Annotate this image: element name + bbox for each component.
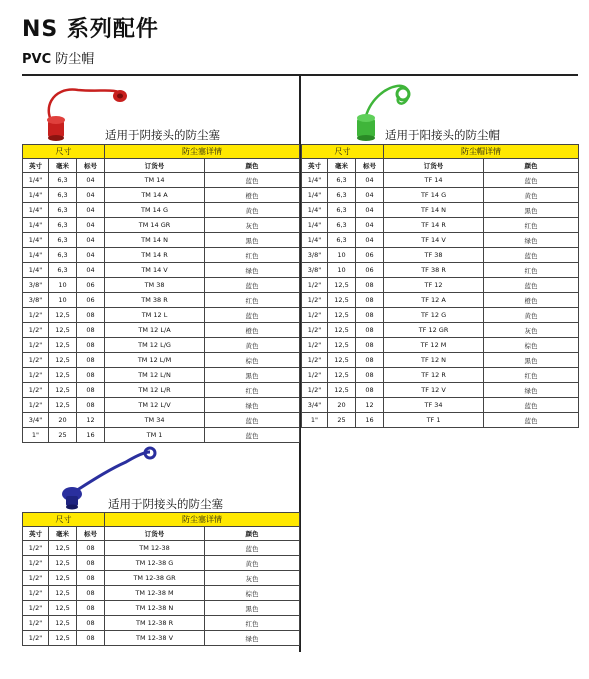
cell-code: 08 xyxy=(77,631,105,646)
cell-code: 08 xyxy=(77,338,105,353)
cell-mm: 12,5 xyxy=(328,338,356,353)
cell-mm: 12,5 xyxy=(49,323,77,338)
cell-inch: 1/2" xyxy=(23,323,49,338)
table-row xyxy=(23,233,300,248)
table-row xyxy=(302,353,579,368)
cell-inch: 1/4" xyxy=(23,188,49,203)
cell-color: 灰色 xyxy=(484,323,579,338)
cell-color: 橙色 xyxy=(205,188,300,203)
cell-code: 08 xyxy=(77,383,105,398)
cell-code: 04 xyxy=(77,263,105,278)
subtitle-rest: 防尘帽 xyxy=(51,52,95,67)
cell-color: 红色 xyxy=(205,248,300,263)
cell-inch: 1/4" xyxy=(23,203,49,218)
cell-color: 绿色 xyxy=(205,631,300,646)
cell-mm: 20 xyxy=(49,413,77,428)
cell-code: 08 xyxy=(77,541,105,556)
col-mm: 毫米 xyxy=(328,159,356,173)
table-row xyxy=(302,413,579,428)
subtitle-prefix: PVC xyxy=(22,52,52,67)
cell-code: 08 xyxy=(77,398,105,413)
cell-color: 红色 xyxy=(484,368,579,383)
cell-color: 橙色 xyxy=(484,293,579,308)
table-row xyxy=(302,308,579,323)
cell-inch: 1/2" xyxy=(302,368,328,383)
col-code: 标号 xyxy=(77,527,105,541)
cell-mm: 12,5 xyxy=(328,383,356,398)
cell-order-no: TM 14 V xyxy=(105,263,205,278)
cell-mm: 6,3 xyxy=(328,188,356,203)
cell-color: 棕色 xyxy=(205,586,300,601)
table-row xyxy=(23,218,300,233)
cell-mm: 12,5 xyxy=(49,571,77,586)
table-row xyxy=(23,541,300,556)
cell-inch: 1/2" xyxy=(302,338,328,353)
section1-table xyxy=(22,144,300,443)
cell-color: 黄色 xyxy=(205,203,300,218)
cell-order-no: TM 12 L/G xyxy=(105,338,205,353)
cell-mm: 6,3 xyxy=(328,203,356,218)
cell-code: 08 xyxy=(356,353,384,368)
cell-color: 黄色 xyxy=(484,188,579,203)
table-row xyxy=(23,353,300,368)
cell-inch: 1/2" xyxy=(302,278,328,293)
cell-inch: 1/2" xyxy=(302,323,328,338)
cell-code: 08 xyxy=(77,353,105,368)
cell-mm: 6,3 xyxy=(49,263,77,278)
cell-color: 棕色 xyxy=(205,353,300,368)
cell-inch: 1/2" xyxy=(23,556,49,571)
cell-inch: 3/4" xyxy=(302,398,328,413)
cell-inch: 3/8" xyxy=(23,293,49,308)
cell-mm: 6,3 xyxy=(49,203,77,218)
cell-code: 12 xyxy=(77,413,105,428)
page-subtitle xyxy=(22,48,94,67)
cell-code: 08 xyxy=(77,616,105,631)
cell-mm: 12,5 xyxy=(328,293,356,308)
col-inch: 英寸 xyxy=(23,527,49,541)
cell-inch: 1/4" xyxy=(302,218,328,233)
cell-color: 蓝色 xyxy=(484,248,579,263)
cell-color: 黄色 xyxy=(484,308,579,323)
cell-mm: 12,5 xyxy=(49,398,77,413)
details-group-header: 防尘塞详情 xyxy=(105,145,300,159)
cell-order-no: TM 12 L/M xyxy=(105,353,205,368)
table-column-header xyxy=(23,159,300,173)
cell-inch: 1" xyxy=(23,428,49,443)
cell-color: 蓝色 xyxy=(205,428,300,443)
cell-inch: 1/4" xyxy=(302,173,328,188)
table-row xyxy=(302,233,579,248)
cell-color: 黑色 xyxy=(205,233,300,248)
cell-color: 蓝色 xyxy=(205,173,300,188)
cell-order-no: TM 14 R xyxy=(105,248,205,263)
table-row xyxy=(23,188,300,203)
cell-color: 棕色 xyxy=(484,338,579,353)
cell-color: 橙色 xyxy=(205,323,300,338)
cell-order-no: TM 12-38 M xyxy=(105,586,205,601)
cell-order-no: TM 12 L xyxy=(105,308,205,323)
cell-code: 08 xyxy=(77,368,105,383)
cell-mm: 12,5 xyxy=(49,338,77,353)
table-row xyxy=(23,203,300,218)
cell-color: 绿色 xyxy=(205,398,300,413)
cell-code: 12 xyxy=(356,398,384,413)
cell-inch: 1/2" xyxy=(23,601,49,616)
cell-color: 蓝色 xyxy=(205,308,300,323)
section2-table xyxy=(301,144,579,428)
cell-code: 04 xyxy=(356,233,384,248)
cell-color: 黑色 xyxy=(205,368,300,383)
cell-color: 灰色 xyxy=(205,571,300,586)
col-inch: 英寸 xyxy=(23,159,49,173)
cell-color: 红色 xyxy=(205,383,300,398)
page-title: NS 系列配件 xyxy=(22,17,159,42)
cell-code: 16 xyxy=(77,428,105,443)
col-order-no: 订货号 xyxy=(105,527,205,541)
cell-inch: 1/2" xyxy=(23,368,49,383)
cell-order-no: TM 1 xyxy=(105,428,205,443)
cell-inch: 1/2" xyxy=(23,631,49,646)
col-color: 颜色 xyxy=(484,159,579,173)
cell-order-no: TF 14 R xyxy=(384,218,484,233)
table-row xyxy=(302,398,579,413)
table-row xyxy=(23,413,300,428)
col-mm: 毫米 xyxy=(49,159,77,173)
section1-caption: 适用于阴接头的防尘塞 xyxy=(105,128,220,142)
cell-inch: 1/2" xyxy=(302,353,328,368)
cell-inch: 1/2" xyxy=(23,586,49,601)
cell-mm: 12,5 xyxy=(49,556,77,571)
cell-order-no: TF 14 V xyxy=(384,233,484,248)
table-row xyxy=(302,248,579,263)
cell-code: 08 xyxy=(356,323,384,338)
cell-inch: 1/4" xyxy=(23,218,49,233)
table-group-header xyxy=(23,145,300,159)
table-row xyxy=(23,263,300,278)
cell-inch: 1/2" xyxy=(302,293,328,308)
col-inch: 英寸 xyxy=(302,159,328,173)
size-group-header: 尺寸 xyxy=(23,513,105,527)
cell-inch: 1/2" xyxy=(23,338,49,353)
cell-inch: 1/4" xyxy=(302,203,328,218)
cell-color: 红色 xyxy=(484,218,579,233)
cell-mm: 6,3 xyxy=(49,173,77,188)
cell-order-no: TF 14 N xyxy=(384,203,484,218)
cell-code: 08 xyxy=(356,293,384,308)
table-row xyxy=(302,323,579,338)
cell-inch: 1/4" xyxy=(23,173,49,188)
table-row xyxy=(302,383,579,398)
col-color: 颜色 xyxy=(205,159,300,173)
cell-color: 蓝色 xyxy=(484,398,579,413)
cell-mm: 12,5 xyxy=(49,601,77,616)
cell-code: 08 xyxy=(77,586,105,601)
cell-code: 06 xyxy=(356,248,384,263)
cell-color: 黄色 xyxy=(205,556,300,571)
cell-mm: 10 xyxy=(49,293,77,308)
col-code: 标号 xyxy=(77,159,105,173)
cell-order-no: TM 12 L/N xyxy=(105,368,205,383)
table-row xyxy=(302,188,579,203)
cell-inch: 1/2" xyxy=(23,308,49,323)
cell-order-no: TF 14 xyxy=(384,173,484,188)
cell-order-no: TM 12 L/A xyxy=(105,323,205,338)
table-row xyxy=(302,203,579,218)
col-color: 颜色 xyxy=(205,527,300,541)
col-order-no: 订货号 xyxy=(105,159,205,173)
cell-code: 06 xyxy=(356,263,384,278)
cell-inch: 1/4" xyxy=(23,263,49,278)
cell-color: 绿色 xyxy=(484,383,579,398)
cell-color: 蓝色 xyxy=(205,413,300,428)
table-row xyxy=(23,631,300,646)
col-order-no: 订货号 xyxy=(384,159,484,173)
col-code: 标号 xyxy=(356,159,384,173)
table-row xyxy=(23,308,300,323)
cell-color: 蓝色 xyxy=(484,413,579,428)
table-row xyxy=(302,263,579,278)
cell-inch: 1/2" xyxy=(23,353,49,368)
cell-mm: 12,5 xyxy=(49,368,77,383)
cell-color: 黑色 xyxy=(484,203,579,218)
section3-caption: 适用于阴接头的防尘塞 xyxy=(108,497,223,511)
table-row xyxy=(23,586,300,601)
cell-order-no: TM 12-38 G xyxy=(105,556,205,571)
cell-mm: 6,3 xyxy=(49,218,77,233)
table-row xyxy=(23,368,300,383)
cell-order-no: TF 38 R xyxy=(384,263,484,278)
cell-color: 黑色 xyxy=(484,353,579,368)
cell-order-no: TM 12 L/V xyxy=(105,398,205,413)
cell-inch: 1/2" xyxy=(23,398,49,413)
cell-mm: 25 xyxy=(49,428,77,443)
cell-mm: 20 xyxy=(328,398,356,413)
cell-code: 08 xyxy=(77,571,105,586)
details-group-header: 防尘帽详情 xyxy=(384,145,579,159)
cell-order-no: TM 12-38 V xyxy=(105,631,205,646)
cell-mm: 12,5 xyxy=(49,586,77,601)
cell-color: 绿色 xyxy=(484,233,579,248)
cell-order-no: TF 38 xyxy=(384,248,484,263)
cell-code: 08 xyxy=(356,278,384,293)
table-row xyxy=(23,323,300,338)
cell-mm: 6,3 xyxy=(328,233,356,248)
cell-inch: 3/4" xyxy=(23,413,49,428)
cell-order-no: TM 14 N xyxy=(105,233,205,248)
cell-color: 红色 xyxy=(484,263,579,278)
table-row xyxy=(23,428,300,443)
cell-order-no: TF 12 GR xyxy=(384,323,484,338)
cell-inch: 3/8" xyxy=(23,278,49,293)
cell-order-no: TM 12 L/R xyxy=(105,383,205,398)
cell-inch: 1/2" xyxy=(302,308,328,323)
cell-order-no: TF 12 V xyxy=(384,383,484,398)
cell-order-no: TM 12-38 R xyxy=(105,616,205,631)
table-row xyxy=(23,571,300,586)
table-row xyxy=(302,338,579,353)
cell-order-no: TM 34 xyxy=(105,413,205,428)
cell-code: 08 xyxy=(356,383,384,398)
cell-color: 黄色 xyxy=(205,338,300,353)
table-row xyxy=(23,293,300,308)
cell-code: 08 xyxy=(77,556,105,571)
cell-order-no: TM 12-38 xyxy=(105,541,205,556)
cell-order-no: TF 12 A xyxy=(384,293,484,308)
table-group-header xyxy=(302,145,579,159)
table-row xyxy=(302,278,579,293)
cell-inch: 1/4" xyxy=(23,233,49,248)
cell-mm: 6,3 xyxy=(49,233,77,248)
size-group-header: 尺寸 xyxy=(302,145,384,159)
cell-mm: 12,5 xyxy=(328,368,356,383)
col-mm: 毫米 xyxy=(49,527,77,541)
cell-code: 08 xyxy=(77,308,105,323)
table-row xyxy=(302,173,579,188)
cell-code: 16 xyxy=(356,413,384,428)
cell-color: 红色 xyxy=(205,616,300,631)
table-row xyxy=(302,368,579,383)
details-group-header: 防尘塞详情 xyxy=(105,513,300,527)
table-row xyxy=(23,383,300,398)
cell-mm: 12,5 xyxy=(49,541,77,556)
table-column-header xyxy=(23,527,300,541)
cell-order-no: TF 12 xyxy=(384,278,484,293)
table-row xyxy=(23,278,300,293)
cell-inch: 3/8" xyxy=(302,248,328,263)
cell-order-no: TM 38 R xyxy=(105,293,205,308)
cell-mm: 10 xyxy=(49,278,77,293)
cell-mm: 10 xyxy=(328,263,356,278)
cell-order-no: TF 12 M xyxy=(384,338,484,353)
cell-code: 08 xyxy=(77,323,105,338)
size-group-header: 尺寸 xyxy=(23,145,105,159)
cell-inch: 1/2" xyxy=(23,383,49,398)
cell-order-no: TF 14 G xyxy=(384,188,484,203)
cell-code: 08 xyxy=(356,308,384,323)
section3-table xyxy=(22,512,300,646)
cell-mm: 12,5 xyxy=(328,308,356,323)
cell-inch: 3/8" xyxy=(302,263,328,278)
cell-mm: 12,5 xyxy=(49,383,77,398)
cell-code: 04 xyxy=(77,218,105,233)
cell-color: 绿色 xyxy=(205,263,300,278)
cell-order-no: TF 34 xyxy=(384,398,484,413)
cell-code: 04 xyxy=(77,188,105,203)
cell-mm: 6,3 xyxy=(49,248,77,263)
cell-code: 08 xyxy=(356,368,384,383)
cell-code: 04 xyxy=(77,233,105,248)
cell-mm: 6,3 xyxy=(328,218,356,233)
cell-order-no: TF 12 G xyxy=(384,308,484,323)
table-row xyxy=(23,173,300,188)
cell-mm: 12,5 xyxy=(328,278,356,293)
cell-inch: 1/2" xyxy=(23,571,49,586)
cell-code: 08 xyxy=(77,601,105,616)
table-row xyxy=(23,601,300,616)
cell-code: 06 xyxy=(77,293,105,308)
table-row xyxy=(302,218,579,233)
section2-caption: 适用于阳接头的防尘帽 xyxy=(385,128,500,142)
cell-inch: 1/2" xyxy=(302,383,328,398)
cell-code: 04 xyxy=(77,248,105,263)
cell-inch: 1/4" xyxy=(302,233,328,248)
cell-order-no: TF 1 xyxy=(384,413,484,428)
cell-color: 蓝色 xyxy=(205,278,300,293)
table-row xyxy=(23,338,300,353)
cell-order-no: TF 12 N xyxy=(384,353,484,368)
cell-code: 06 xyxy=(77,278,105,293)
cell-inch: 1/2" xyxy=(23,541,49,556)
cell-code: 04 xyxy=(77,173,105,188)
cell-code: 08 xyxy=(356,338,384,353)
table-row xyxy=(302,293,579,308)
cell-order-no: TM 14 xyxy=(105,173,205,188)
table-group-header xyxy=(23,513,300,527)
cell-inch: 1" xyxy=(302,413,328,428)
cell-code: 04 xyxy=(356,173,384,188)
cell-mm: 6,3 xyxy=(328,173,356,188)
cell-inch: 1/2" xyxy=(23,616,49,631)
cell-mm: 12,5 xyxy=(328,323,356,338)
cell-order-no: TM 14 A xyxy=(105,188,205,203)
cell-order-no: TF 12 R xyxy=(384,368,484,383)
cell-color: 蓝色 xyxy=(205,541,300,556)
cell-code: 04 xyxy=(356,188,384,203)
cell-color: 灰色 xyxy=(205,218,300,233)
cell-order-no: TM 12-38 N xyxy=(105,601,205,616)
cell-inch: 1/4" xyxy=(23,248,49,263)
cell-order-no: TM 38 xyxy=(105,278,205,293)
cell-color: 红色 xyxy=(205,293,300,308)
cell-mm: 6,3 xyxy=(49,188,77,203)
cell-order-no: TM 12-38 GR xyxy=(105,571,205,586)
cell-mm: 12,5 xyxy=(49,353,77,368)
cell-mm: 25 xyxy=(328,413,356,428)
cell-mm: 12,5 xyxy=(49,308,77,323)
table-row xyxy=(23,248,300,263)
table-row xyxy=(23,556,300,571)
cell-mm: 12,5 xyxy=(49,616,77,631)
cell-code: 04 xyxy=(77,203,105,218)
cell-color: 蓝色 xyxy=(484,278,579,293)
cell-color: 黑色 xyxy=(205,601,300,616)
cell-inch: 1/4" xyxy=(302,188,328,203)
cell-order-no: TM 14 G xyxy=(105,203,205,218)
table-row xyxy=(23,398,300,413)
cell-order-no: TM 14 GR xyxy=(105,218,205,233)
cell-mm: 12,5 xyxy=(328,353,356,368)
cell-mm: 12,5 xyxy=(49,631,77,646)
cell-code: 04 xyxy=(356,203,384,218)
cell-color: 蓝色 xyxy=(484,173,579,188)
cell-code: 04 xyxy=(356,218,384,233)
cell-mm: 10 xyxy=(328,248,356,263)
table-column-header xyxy=(302,159,579,173)
table-row xyxy=(23,616,300,631)
